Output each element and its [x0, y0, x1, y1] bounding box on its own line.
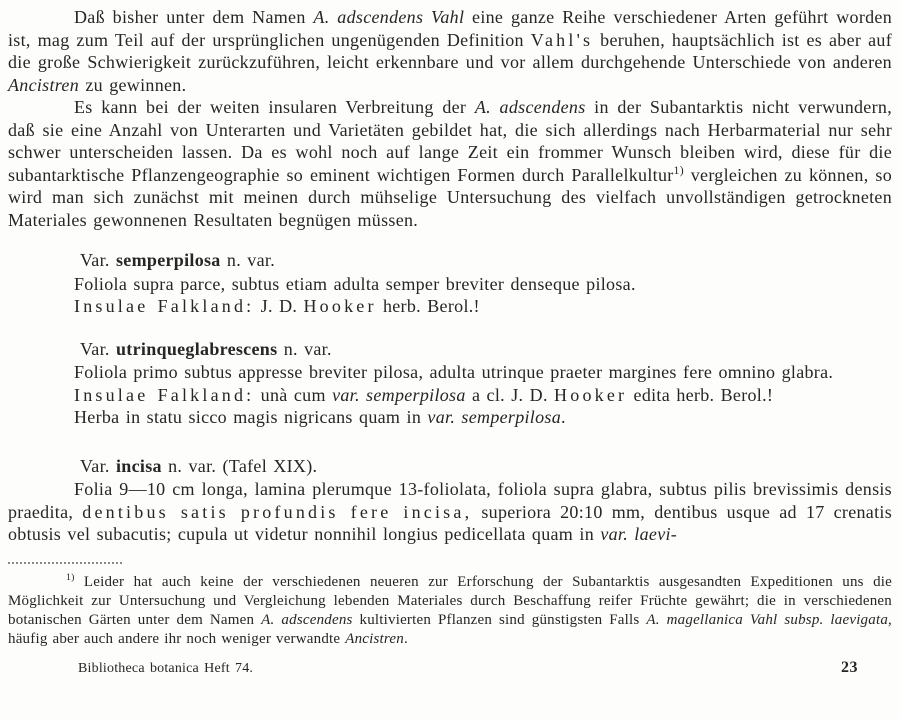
page-number: 23 — [841, 658, 858, 676]
locality-line — [8, 295, 892, 318]
text-segment: eine ganze Reihe verschiedener Arten geführt worden ist, mag zum Teil auf der ursprünglichen ungenügenden Definition — [8, 7, 893, 50]
text-segment: Ancistren — [8, 74, 80, 95]
text-segment: Var. — [80, 338, 116, 359]
text-segment: Ancistren — [345, 631, 404, 648]
text-segment: n. var. (Tafel XIX). — [161, 455, 318, 476]
text-segment: zu gewinnen. — [79, 74, 187, 95]
section-var-incisa — [8, 455, 892, 546]
text-segment: Leider hat auch keine der verschiedenen neueren zur Erforschung der Subantarktis ausgesandten Expeditionen uns die Möglichkeit zur Untersuchung und Vergleichung lebenden Materiales durch Beschaffung reifer Früchte gewährt; die in verschiedenen botanischen Gärten unter dem Namen — [8, 573, 892, 629]
text-segment: semperpilosa — [116, 250, 221, 270]
text-segment: Es kann bei der weiten insularen Verbreitung der — [74, 97, 475, 117]
text-segment: n. var. — [220, 250, 275, 270]
variety-heading-incisa — [8, 455, 892, 478]
variety-heading-utrinqueglabrescens — [8, 338, 892, 361]
diagnosis-paragraph — [8, 361, 892, 384]
text-segment: vergleichen zu können, so wird man sich zunächst mit meinen durch mühselige Untersuchung des vielfach unvollständigen getrockneten Materiales gewonnenen Resultaten begnügen müssen. — [8, 164, 892, 230]
text-segment: edita herb. Berol.! — [627, 384, 774, 405]
text-segment: Insulae Falkland: — [74, 384, 255, 405]
text-segment: var. laevi- — [600, 524, 678, 544]
footnote-separator-rule — [8, 562, 122, 564]
text-segment: Insulae Falkland: — [74, 296, 255, 316]
text-segment: Var. — [80, 250, 116, 270]
text-segment: var. semperpilosa — [332, 384, 466, 405]
section-var-utrinqueglabrescens — [8, 338, 892, 429]
text-segment: . — [403, 631, 408, 648]
intro-paragraph-1 — [8, 6, 892, 96]
text-segment: A. adscendens Vahl — [313, 7, 465, 27]
text-segment: 1) — [673, 163, 684, 177]
locality-line — [8, 384, 892, 407]
footnote-text — [8, 573, 892, 650]
text-segment: beruhen, hauptsächlich ist es aber auf die große Schwierigkeit zurückzuführen, leicht erkennbare und vor allem durchgehende Unterschiede von anderen — [8, 29, 892, 72]
section-var-semperpilosa — [8, 249, 892, 318]
text-segment: a cl. J. D. — [465, 384, 555, 405]
herbarium-note-line — [8, 406, 892, 429]
text-segment: Daß bisher unter dem Namen — [74, 7, 314, 27]
text-segment: 1) — [66, 571, 75, 583]
text-segment: herb. Berol.! — [376, 296, 480, 316]
text-segment: var. semperpilosa — [427, 407, 562, 427]
text-segment: utrinqueglabrescens — [116, 338, 278, 359]
text-segment: n. var. — [277, 338, 332, 359]
page-footer — [8, 657, 892, 681]
text-segment: Herba in statu sicco magis nigricans quam in — [74, 407, 428, 427]
text-segment: . — [561, 407, 566, 427]
variety-heading-semperpilosa — [8, 249, 892, 272]
footer-caption: Bibliotheca botanica Heft 74. — [78, 660, 254, 676]
description-paragraph — [8, 478, 892, 546]
text-segment: Foliola primo subtus appresse breviter pilosa, adulta utrinque praeter margines fere omnino glabra. — [74, 362, 834, 382]
text-segment: Vahl's — [530, 29, 594, 50]
text-segment: A. adscendens — [474, 97, 586, 117]
text-segment: dentibus satis profundis fere incisa, — [82, 501, 473, 522]
text-segment: Var. — [80, 455, 116, 476]
text-segment: A. adscendens — [261, 612, 353, 629]
text-segment: incisa — [116, 455, 162, 476]
text-segment: Hooker — [554, 384, 628, 405]
text-segment: , häufig aber auch andere ihr noch weniger verwandte — [8, 612, 892, 648]
intro-paragraph-2 — [8, 96, 892, 231]
text-segment: superiora 20:10 mm, dentibus usque ad 17 crenatis obtusis vel subacutis; cupula ut videtur nonnihil longius pedicellata quam in — [8, 501, 892, 544]
text-segment: kultivierten Pflanzen sind günstigsten Falls — [352, 612, 647, 629]
text-segment: A. magellanica Vahl subsp. laevigata — [646, 612, 889, 629]
diagnosis-line — [8, 273, 892, 296]
text-segment: unà cum — [254, 384, 333, 405]
text-segment: Hooker — [303, 296, 377, 316]
text-segment: J. D. — [254, 296, 304, 316]
text-segment: in der Subantarktis nicht verwundern, daß sie eine Anzahl von Unterarten und Varietäten gebildet hat, die sich allerdings nach Herbarmaterial nur sehr schwer unterscheiden lassen. Da es wohl noch auf lange Zeit ein frommer Wunsch bleiben wird, diese für die subantarktische Pflanzengeographie so eminent wichtigen Formen durch Parallelkultur — [8, 97, 892, 185]
text-segment: Folia 9—10 cm longa, lamina plerumque 13-foliolata, foliola supra glabra, subtus pilis brevissimis densis praedita, — [8, 479, 892, 522]
text-segment: Foliola supra parce, subtus etiam adulta semper breviter denseque pilosa. — [74, 273, 636, 294]
